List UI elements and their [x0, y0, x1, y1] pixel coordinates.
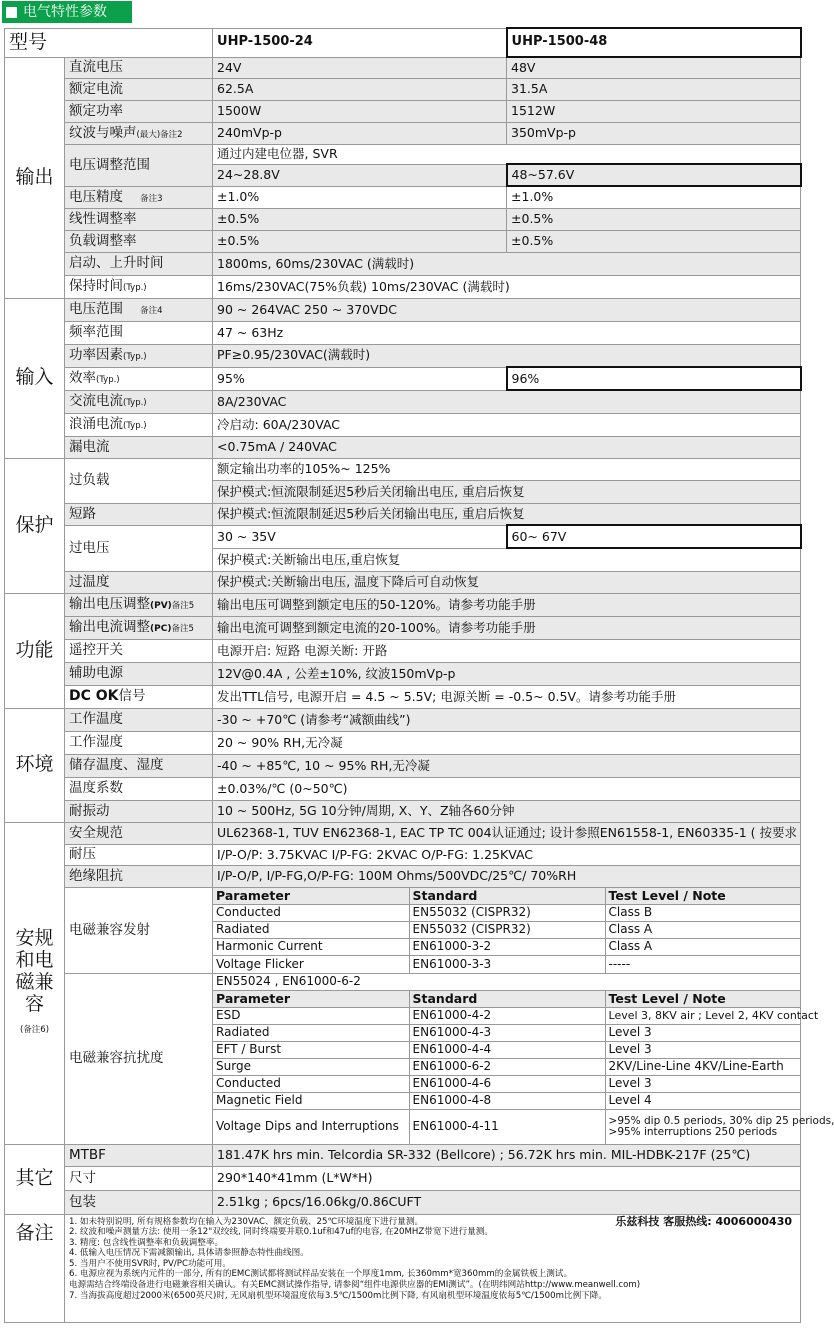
- out-voltage-label: 直流电压: [65, 57, 213, 78]
- out-accuracy-label: 电压精度 备注3: [65, 186, 213, 208]
- out-line-reg-v2: ±0.5%: [507, 208, 801, 230]
- prot-ov-line2: 保护模式:关断输出电压,重启恢复: [213, 548, 801, 571]
- in-voltage-label: 电压范围 备注4: [65, 298, 213, 321]
- other-pack-label: 包装: [65, 1190, 213, 1214]
- notes-block: 乐兹科技 客服热线: 4006000430 1. 如未特别说明, 所有规格参数均在输入为230VAC、额定负载、25℃环境温度下进行量测。 2. 纹波和噪声测量方法: 使用一条12"双绞线, 同时终端要并联0.1uf和47uf的电容, 在20MHZ带宽下进行量测。 3. 精度: 包含线性调整率和负载调整率。 4. 低输入电压情况下需减额输出, 具体请参照静态特性曲线图。 5. 当用户不使用SVR时, PV/PC功能可用。 6. 电源应视为系统内元件的一部分, 所有的EMC测试都将测试样品安装在一个厚度1mm, 长360mm*宽360mm的金属铁板上测试。 电源需结合终端设备进行电磁兼容相关确认。有关EMC测试操作指导, 请参阅“组件电源供应器的EMI测试”。(在明纬网站http://www.meanwell.com) 7. 当海拔高度超过2000米(6500英尺)时, 无风扇机型环境温度依每3.5℃/1500m比例下降, 有风扇机型环境温度依每5℃/1500m比例下降。: [65, 1214, 801, 1322]
- out-current-label: 额定电流: [65, 78, 213, 100]
- prot-ot-value: 保护模式:关断输出电压, 温度下降后可自动恢复: [213, 571, 801, 593]
- out-line-reg-label: 线性调整率: [65, 208, 213, 230]
- in-freq-label: 频率范围: [65, 321, 213, 344]
- other-mtbf-value: 181.47K hrs min. Telcordia SR-332 (Bellcore) ; 56.72K hrs min. MIL-HDBK-217F (25℃): [213, 1144, 801, 1166]
- prot-ot-label: 过温度: [65, 571, 213, 593]
- out-power-label: 额定功率: [65, 100, 213, 122]
- in-eff-v1: 95%: [213, 367, 507, 390]
- in-freq-value: 47 ~ 63Hz: [213, 321, 801, 344]
- safety-std-label: 安全规范: [65, 822, 213, 844]
- other-size-label: 尺寸: [65, 1166, 213, 1190]
- safety-withstand-label: 耐压: [65, 844, 213, 865]
- in-leak-value: <0.75mA / 240VAC: [213, 436, 801, 458]
- in-voltage-value: 90 ~ 264VAC 250 ~ 370VDC: [213, 298, 801, 321]
- section-title: 电气特性参数: [23, 4, 107, 20]
- safety-iso-label: 绝缘阻抗: [65, 865, 213, 887]
- out-accuracy-v2: ±1.0%: [507, 186, 801, 208]
- in-leak-label: 漏电流: [65, 436, 213, 458]
- out-current-v2: 31.5A: [507, 78, 801, 100]
- in-current-label: 交流电流(Typ.): [65, 390, 213, 413]
- in-eff-label: 效率(Typ.): [65, 367, 213, 390]
- prot-overload-line2: 保护模式:恒流限制延迟5秒后关闭输出电压, 重启后恢复: [213, 480, 801, 503]
- env-hum-label: 工作湿度: [65, 731, 213, 754]
- out-line-reg-v1: ±0.5%: [213, 208, 507, 230]
- in-current-value: 8A/230VAC: [213, 390, 801, 413]
- out-power-v1: 1500W: [213, 100, 507, 122]
- out-hold-label: 保持时间(Typ.): [65, 275, 213, 298]
- out-ripple-label: 纹波与噪声(最大)备注2: [65, 122, 213, 144]
- group-output: 输出: [5, 57, 65, 298]
- group-other: 其它: [5, 1144, 65, 1214]
- env-storage-label: 储存温度、湿度: [65, 754, 213, 777]
- out-load-reg-v2: ±0.5%: [507, 230, 801, 252]
- fn-pc-value: 输出电流可调整到额定电流的20-100%。请参考功能手册: [213, 616, 801, 639]
- out-load-reg-v1: ±0.5%: [213, 230, 507, 252]
- env-vib-label: 耐振动: [65, 800, 213, 822]
- other-pack-value: 2.51kg ; 6pcs/16.06kg/0.86CUFT: [213, 1190, 801, 1214]
- section-header: [2, 1, 132, 23]
- fn-pc-label: 输出电流调整(PC)备注5: [65, 616, 213, 639]
- out-adjust-v2: 48~57.6V: [507, 164, 801, 186]
- emc-emission-label: 电磁兼容发射: [65, 887, 213, 973]
- out-voltage-v1: 24V: [213, 57, 507, 78]
- env-vib-value: 10 ~ 500Hz, 5G 10分钟/周期, X、Y、Z轴各60分钟: [213, 800, 801, 822]
- fn-dcok-label: DC OK信号: [65, 685, 213, 708]
- fn-aux-value: 12V@0.4A , 公差±10%, 纹波150mVp-p: [213, 662, 801, 685]
- env-coef-label: 温度系数: [65, 777, 213, 800]
- other-mtbf-label: MTBF: [65, 1144, 213, 1166]
- out-ripple-v2: 350mVp-p: [507, 122, 801, 144]
- env-storage-value: -40 ~ +85℃, 10 ~ 95% RH,无冷凝: [213, 754, 801, 777]
- in-pf-label: 功率因素(Typ.): [65, 344, 213, 367]
- out-adjust-common: 通过内建电位器, SVR: [213, 144, 801, 164]
- out-power-v2: 1512W: [507, 100, 801, 122]
- prot-overload-line1: 额定输出功率的105%~ 125%: [213, 458, 801, 480]
- fn-pv-label: 输出电压调整(PV)备注5: [65, 593, 213, 616]
- env-coef-value: ±0.03%/℃ (0~50℃): [213, 777, 801, 800]
- out-rise-value: 1800ms, 60ms/230VAC (满载时): [213, 252, 801, 275]
- model-2: UHP-1500-48: [507, 28, 801, 57]
- out-accuracy-v1: ±1.0%: [213, 186, 507, 208]
- out-voltage-v2: 48V: [507, 57, 801, 78]
- out-adjust-label: 电压调整范围: [65, 144, 213, 186]
- safety-withstand-value: I/P-O/P: 3.75KVAC I/P-FG: 2KVAC O/P-FG: 1.25KVAC: [213, 844, 801, 865]
- in-pf-value: PF≥0.95/230VAC(满载时): [213, 344, 801, 367]
- prot-short-value: 保护模式:恒流限制延迟5秒后关闭输出电压, 重启后恢复: [213, 503, 801, 525]
- prot-ov-v2: 60~ 67V: [507, 525, 801, 548]
- safety-iso-value: I/P-O/P, I/P-FG,O/P-FG: 100M Ohms/500VDC/25℃/ 70%RH: [213, 865, 801, 887]
- group-notes: 备注: [5, 1214, 65, 1322]
- out-current-v1: 62.5A: [213, 78, 507, 100]
- in-eff-v2: 96%: [507, 367, 801, 390]
- safety-std-value: UL62368-1, TUV EN62368-1, EAC TP TC 004认证通过; 设计参照EN61558-1, EN60335-1 ( 按要求: [213, 822, 801, 844]
- out-ripple-v1: 240mVp-p: [213, 122, 507, 144]
- prot-short-label: 短路: [65, 503, 213, 525]
- model-1: UHP-1500-24: [213, 28, 507, 57]
- emc-emission-table: Parameter Standard Test Level / Note Conducted EN55032 (CISPR32) Class B Radiated EN55032 (CISPR32) Class A Harmonic Current EN61000-3-2 Class A Voltage Flicker EN61000-3-3 -----: [213, 887, 801, 973]
- emc-immunity-table: EN55024 , EN61000-6-2 Parameter Standard Test Level / Note ESD EN61000-4-2 Level 3, 8KV air ; Level 2, 4KV contact Radiated EN61000-4-3 Level 3 EFT / Burst EN61000-4-4 Level 3 Surge EN61000-6-2 2KV/Line-Line 4KV/Line-Earth Conducted EN61000-4-6 Level 3 Magnetic Field EN61000-4-8 Level 4 Voltage Dips and Interruptions EN61000-4-11 >95% dip 0.5 periods, 30% dip 25 periods, >95% interruptions 250 periods: [213, 973, 801, 1144]
- fn-pv-value: 输出电压可调整到额定电压的50-120%。请参考功能手册: [213, 593, 801, 616]
- out-load-reg-label: 负载调整率: [65, 230, 213, 252]
- emc-immunity-label: 电磁兼容抗扰度: [65, 973, 213, 1144]
- fn-dcok-value: 发出TTL信号, 电源开启 = 4.5 ~ 5.5V; 电源关断 = -0.5~ 0.5V。请参考功能手册: [213, 685, 801, 708]
- group-environment: 环境: [5, 708, 65, 822]
- prot-overload-label: 过负载: [65, 458, 213, 503]
- other-size-value: 290*140*41mm (L*W*H): [213, 1166, 801, 1190]
- env-temp-value: -30 ~ +70℃ (请参考“减额曲线”): [213, 708, 801, 731]
- out-hold-value: 16ms/230VAC(75%负载) 10ms/230VAC (满载时): [213, 275, 801, 298]
- out-adjust-v1: 24~28.8V: [213, 164, 507, 186]
- in-inrush-label: 浪涌电流(Typ.): [65, 413, 213, 436]
- fn-aux-label: 辅助电源: [65, 662, 213, 685]
- group-input: 输入: [5, 298, 65, 458]
- hotline: 乐兹科技 客服热线: 4006000430: [615, 1214, 793, 1228]
- group-safety: 安规和电磁兼容 (备注6): [5, 822, 65, 1144]
- env-hum-value: 20 ~ 90% RH,无冷凝: [213, 731, 801, 754]
- in-inrush-value: 冷启动: 60A/230VAC: [213, 413, 801, 436]
- fn-remote-label: 遥控开关: [65, 639, 213, 662]
- group-protection: 保护: [5, 458, 65, 593]
- model-label: 型号: [5, 28, 213, 57]
- spec-table: [4, 27, 834, 1323]
- prot-ov-label: 过电压: [65, 525, 213, 571]
- model-row: [5, 28, 801, 57]
- prot-ov-v1: 30 ~ 35V: [213, 525, 507, 548]
- env-temp-label: 工作温度: [65, 708, 213, 731]
- group-function: 功能: [5, 593, 65, 708]
- out-rise-label: 启动、上升时间: [65, 252, 213, 275]
- square-icon: [6, 7, 17, 18]
- fn-remote-value: 电源开启: 短路 电源关断: 开路: [213, 639, 801, 662]
